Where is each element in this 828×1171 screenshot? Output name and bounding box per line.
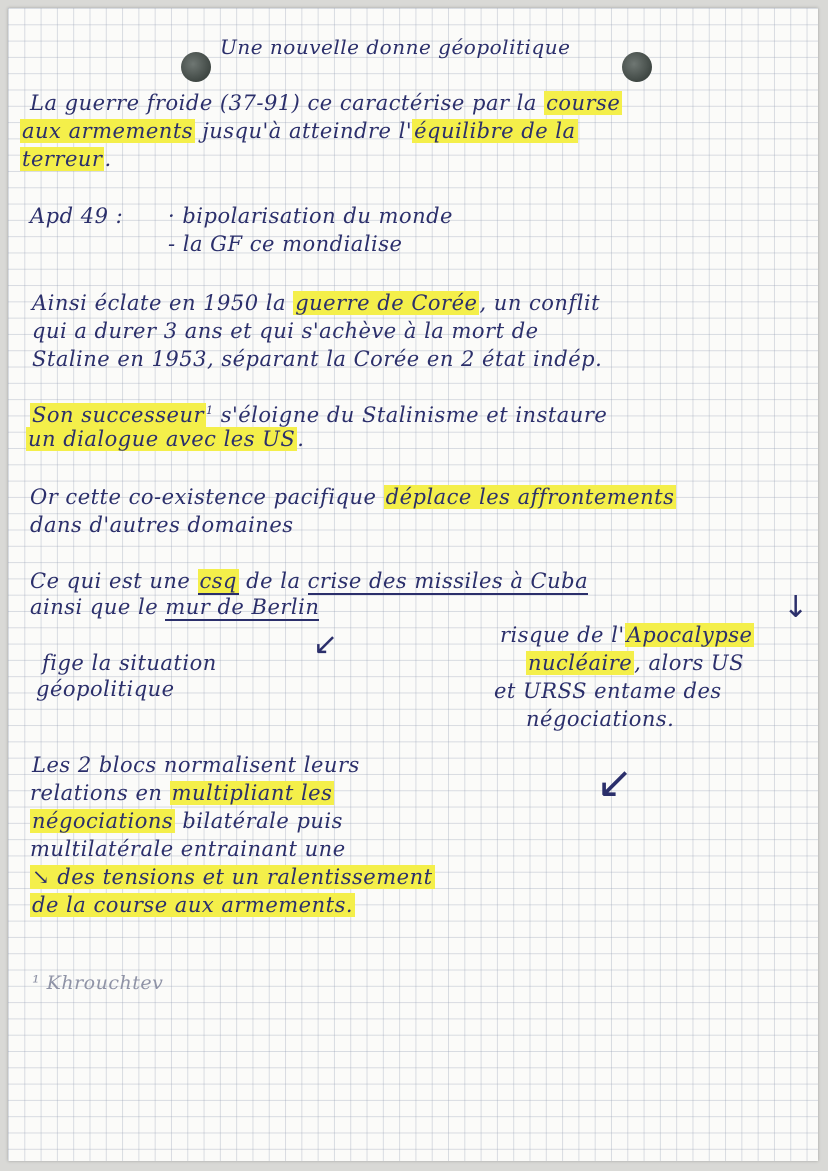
para6-line4: multilatérale entrainant une <box>30 837 346 861</box>
right-note-line3: et URSS entame des <box>494 679 722 703</box>
para5-line2: ainsi que le mur de Berlin <box>30 595 320 619</box>
para3-line1: Son successeur $^1$ s'éloigne du Stalinisme et instaure <box>32 403 608 427</box>
right-note-line1: risque de l'Apocalypse <box>500 623 753 647</box>
arrow-down: ↓ <box>783 590 809 625</box>
apd-item-2: - la GF ce mondialise <box>168 232 403 256</box>
para2-line2: qui a durer 3 ans et qui s'achève à la mort de <box>32 319 539 343</box>
footnote: ¹ Khrouchtev <box>32 972 164 994</box>
notebook-page <box>8 8 818 1161</box>
para6-line5: ↘ des tensions et un ralentissement <box>32 865 433 889</box>
right-note-line4: négociations. <box>526 707 675 731</box>
punch-hole-right <box>622 52 652 82</box>
left-note-line2: géopolitique <box>36 677 175 701</box>
para4-line1: Or cette co-existence pacifique déplace les affrontements <box>30 485 675 509</box>
para2-line1: Ainsi éclate en 1950 la guerre de Corée, un conflit <box>32 291 601 315</box>
apd-item-1: · bipolarisation du monde <box>168 204 453 228</box>
para1-line1: La guerre froide (37-91) ce caractérise par la course <box>30 91 621 115</box>
para6-line3: négociations bilatérale puis <box>32 809 343 833</box>
para1-line3: terreur. <box>22 147 112 171</box>
para1-line2: aux armements jusqu'à atteindre l'équilibre de la <box>22 119 576 143</box>
para6-line2: relations en multipliant les <box>30 781 333 805</box>
para4-line2: dans d'autres domaines <box>30 513 294 537</box>
left-note-line1: fige la situation <box>42 651 217 675</box>
para6-line1: Les 2 blocs normalisent leurs <box>32 753 360 777</box>
right-note-line2: nucléaire, alors US <box>528 651 744 675</box>
punch-hole-left <box>181 52 211 82</box>
para5-line1: Ce qui est une csq de la crise des missiles à Cuba <box>30 569 589 593</box>
para3-line2: un dialogue avec les US. <box>28 427 305 451</box>
arrow-to-left-note: ↙ <box>313 627 339 662</box>
curved-arrow: ↙ <box>596 757 633 808</box>
page-title: Une nouvelle donne géopolitique <box>220 35 571 59</box>
para6-line6: de la course aux armements. <box>32 893 354 917</box>
apd-label: Apd 49 : <box>30 204 124 228</box>
para2-line3: Staline en 1953, séparant la Corée en 2 état indép. <box>32 347 603 371</box>
